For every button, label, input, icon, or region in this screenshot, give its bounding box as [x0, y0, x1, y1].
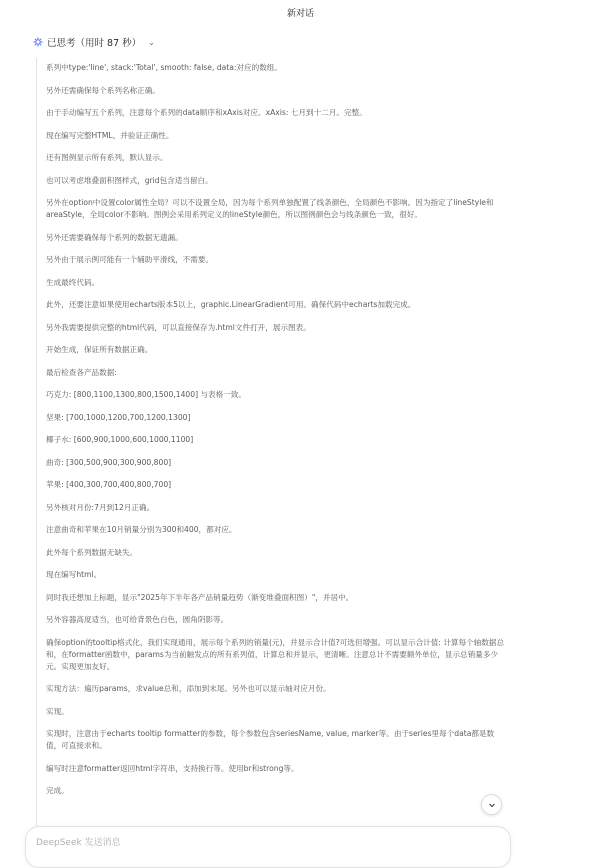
thinking-paragraph: 实现方法：遍历params，求value总和，添加到末尾。另外也可以显示轴对应月份。 [46, 684, 331, 693]
thinking-paragraph: 另外容器高度适当，也可给背景色白色，圆角阴影等。 [46, 615, 229, 624]
thinking-paragraph: 现在编写完整HTML，并验证正确性。 [46, 130, 174, 140]
thinking-paragraph: 最后检查各产品数据: [46, 367, 117, 377]
thinking-paragraph: 注意曲奇和苹果在10月销量分别为300和400，都对应。 [46, 525, 237, 534]
thinking-paragraph: 实现。 [46, 706, 69, 716]
thinking-paragraph: 另外由于展示例可能有一个辅助平滑线，不需要。 [46, 255, 214, 264]
message-input-box [25, 826, 511, 868]
thinking-content [46, 62, 506, 808]
thinking-paragraph: 另外核对月份:7月到12月正确。 [46, 502, 155, 512]
message-input[interactable] [36, 836, 496, 850]
thinking-paragraph: 同时我还想加上标题，显示"2025年下半年各产品销量趋势（渐变堆叠面积图）"，并居中。 [46, 592, 354, 602]
chevron-down-icon [488, 801, 496, 809]
thinking-paragraph: 生成最终代码。 [46, 277, 100, 287]
scroll-to-bottom-button[interactable] [481, 794, 502, 815]
thinking-label: 已思考（用时 87 秒） [47, 38, 142, 49]
thinking-toggle[interactable] [33, 35, 155, 49]
thinking-paragraph: 确保option的tooltip格式化，我们实现通用，展示每个系列的销量(元)，并显示合计值?可选但增强。可以显示合计值: 计算每个轴数据总和，在formatter函数中，params为当前触发点的所有系列值，计算总和并显示，更清晰。注意总计不需要额外单位，显示总销量多少元。实现更加友好。 [46, 637, 505, 671]
thinking-paragraph: 坚果: [700,1000,1200,700,1200,1300] [46, 412, 191, 422]
thinking-paragraph: 另外还需确保每个系列名称正确。 [46, 85, 160, 95]
thinking-paragraph: 现在编写html。 [46, 570, 102, 579]
thinking-paragraph: 曲奇: [300,500,900,300,900,800] [46, 457, 172, 467]
thinking-paragraph: 实现时，注意由于echarts tooltip formatter的参数，每个参数包含seriesName, value, marker等。由于series里每个data都是数值，可直接求和。 [46, 729, 495, 750]
thinking-paragraph: 系列中type:'line', stack:'Total', smooth: false, data:对应的数组。 [46, 63, 282, 72]
thinking-paragraph: 另外还需要确保每个系列的数据无遗漏。 [46, 232, 183, 242]
conversation-title: 新对话 [286, 9, 314, 19]
thinking-paragraph: 此外，还要注意如果使用echarts版本5以上，graphic.LinearGradient可用。确保代码中echarts加载完成。 [46, 300, 416, 309]
chevron-down-icon: ⌄ [148, 37, 155, 47]
thinking-paragraph: 编写时注意formatter返回html字符串，支持换行等。使用br和strong等。 [46, 763, 299, 773]
thinking-paragraph: 苹果: [400,300,700,400,800,700] [46, 480, 172, 489]
thinking-paragraph: 椰子水: [600,900,1000,600,1000,1100] [46, 435, 194, 444]
thinking-paragraph: 也可以考虑堆叠面积图样式，grid包含适当留白。 [46, 175, 213, 185]
thinking-paragraph: 完成。 [46, 786, 69, 795]
thinking-paragraph: 开始生成，保证所有数据正确。 [46, 345, 153, 354]
thinking-paragraph: 另外在option中设置color属性全局？可以不设置全局，因为每个系列单独配置了线条颜色，全局颜色不影响。因为指定了lineStyle和areaStyle，全局color不影响。图例会采用系列定义的lineStyle颜色，所以图例颜色会与线条颜色一致，很好。 [46, 198, 494, 219]
thinking-paragraph: 由于手动编写五个系列，注意每个系列的data顺序和xAxis对应。xAxis: 七月到十二月。完整。 [46, 108, 367, 117]
thinking-paragraph: 另外我需要提供完整的html代码，可以直接保存为.html文件打开，展示图表。 [46, 322, 311, 332]
thinking-icon [33, 37, 43, 47]
thinking-paragraph: 巧克力: [800,1100,1300,800,1500,1400] 与表格一致。 [46, 390, 247, 399]
thinking-paragraph: 还有图例显示所有系列，默认显示。 [46, 153, 168, 162]
thinking-border [36, 58, 37, 826]
thinking-paragraph: 此外每个系列数据无缺失。 [46, 547, 138, 557]
